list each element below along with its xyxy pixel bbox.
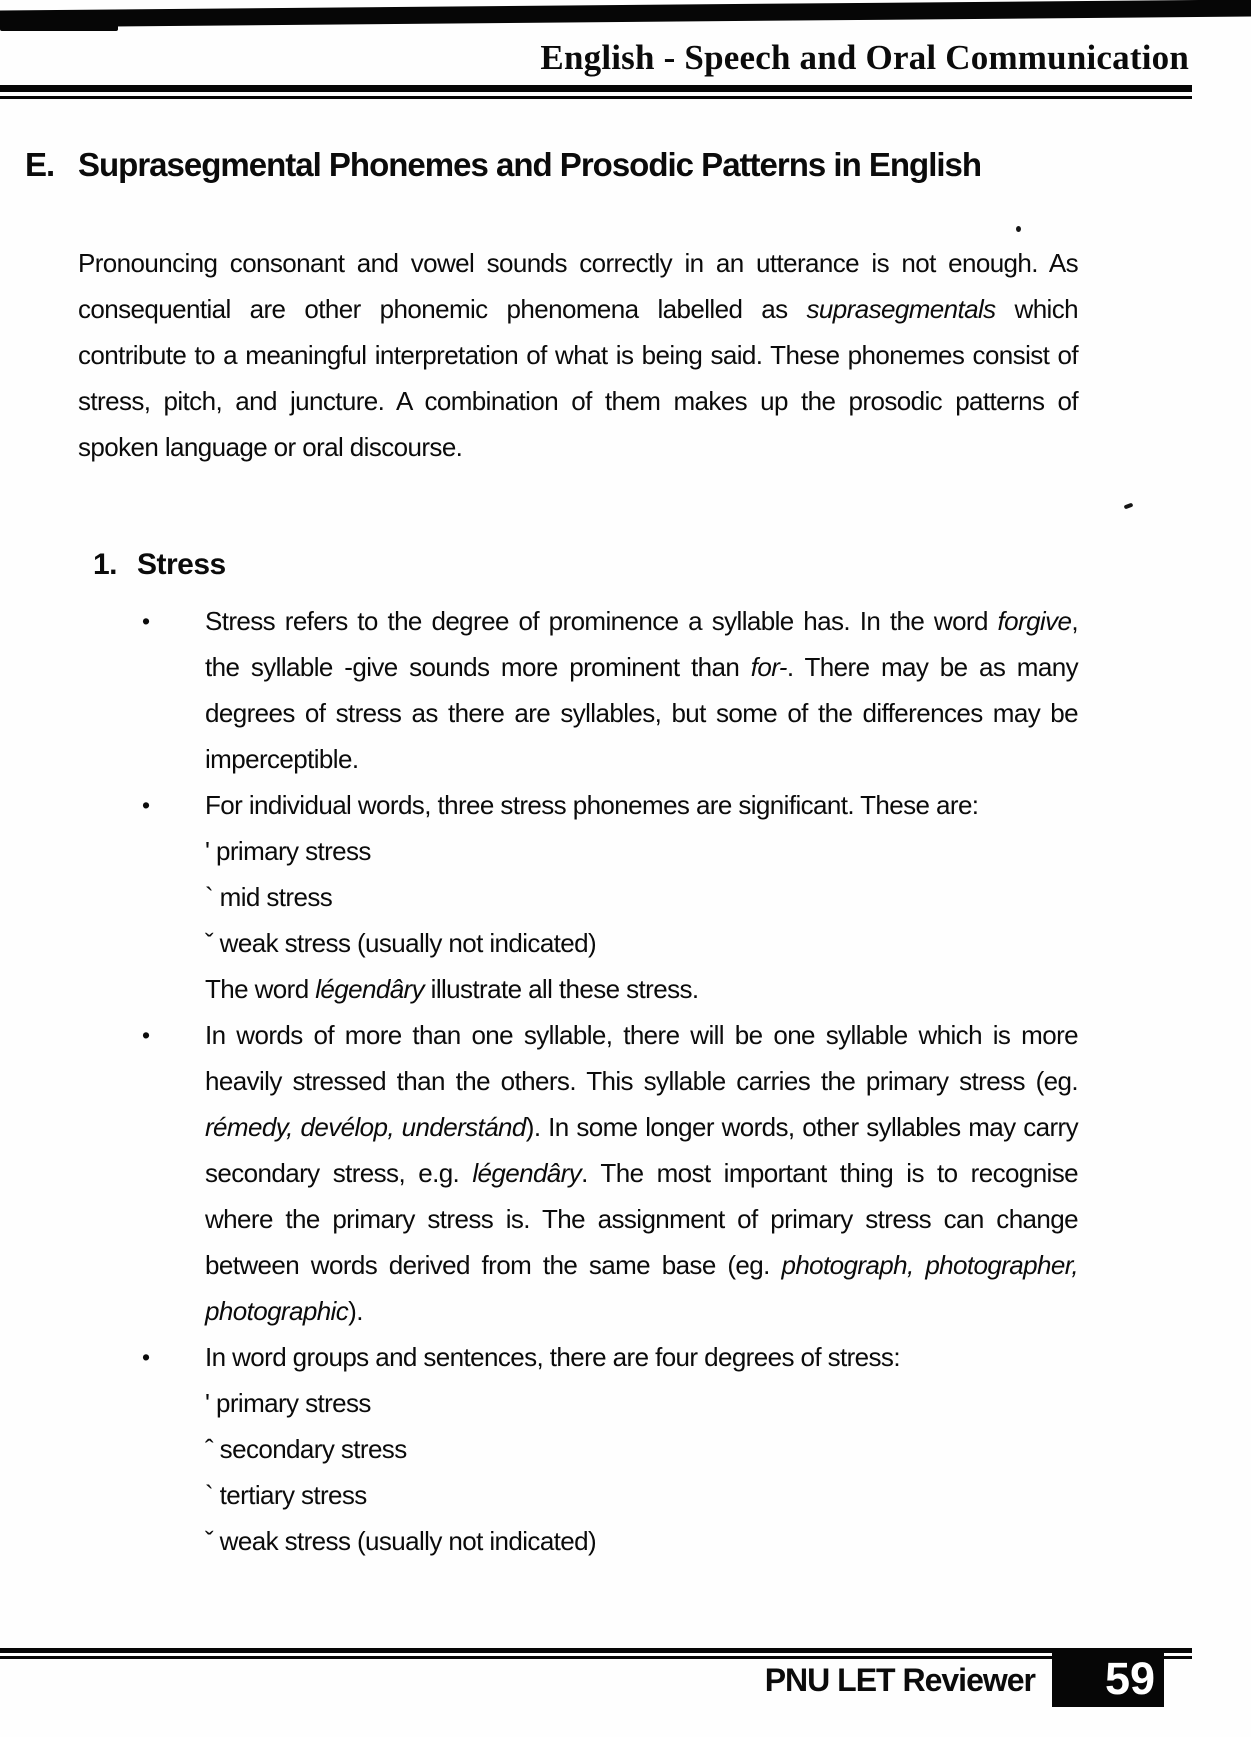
text-run: ` mid stress xyxy=(205,882,333,912)
rule-thin-line xyxy=(0,96,1192,99)
page-number: 59 xyxy=(1104,1652,1155,1704)
italic-text-run: forgive xyxy=(997,606,1072,636)
footer-reviewer-label: PNU LET Reviewer xyxy=(764,1662,1035,1698)
text-run: ` tertiary stress xyxy=(205,1480,367,1510)
stress-mark-line xyxy=(205,1472,1078,1518)
bullet-icon: • xyxy=(142,1344,150,1370)
bullet-item xyxy=(78,1012,1078,1334)
text-run: ' primary stress xyxy=(205,1388,371,1418)
intro-paragraph xyxy=(78,240,1078,470)
text-run: illustrate all these stress. xyxy=(424,974,699,1004)
rule-thin-line xyxy=(0,1656,1192,1659)
bullet-item xyxy=(78,782,1078,1012)
bullet-icon: • xyxy=(142,1022,150,1048)
text-run: , the syllable -give sounds more prominent than xyxy=(205,606,1078,682)
text-run: ˇ weak stress (usually not indicated) xyxy=(205,928,597,958)
italic-text-run: rémedy, devélop, understánd xyxy=(205,1112,526,1142)
scan-artifact-top-bar xyxy=(0,0,1251,28)
stress-mark-line xyxy=(205,874,1078,920)
bullet-paragraph xyxy=(205,598,1078,782)
text-run: . The most important thing is to recognise where the primary stress is. The assignment of primary stress can change between words derived from the same base (eg. xyxy=(205,1158,1078,1280)
bullet-paragraph xyxy=(205,966,1078,1012)
stress-mark-line xyxy=(205,1518,1078,1564)
bullet-icon: • xyxy=(142,792,150,818)
text-run: ˇ weak stress (usually not indicated) xyxy=(205,1526,597,1556)
stress-mark-line xyxy=(205,828,1078,874)
text-run: In words of more than one syllable, there will be one syllable which is more heavily stressed than the others. This syllable carries the primary stress (eg. xyxy=(205,1020,1078,1096)
stress-subsection-number: 1. xyxy=(93,548,118,581)
bullet-body xyxy=(205,598,1078,782)
stress-mark-line xyxy=(205,1380,1078,1426)
section-title: Suprasegmental Phonemes and Prosodic Patterns in English xyxy=(78,146,982,183)
stress-subsection-heading xyxy=(93,548,226,582)
italic-text-run: photograph, photographer, photographic xyxy=(205,1250,1078,1326)
header-divider-rule xyxy=(0,85,1192,99)
text-run: . There may be as many degrees of stress as there are syllables, but some of the differences may be imperceptible. xyxy=(205,652,1078,774)
italic-text-run: suprasegmentals xyxy=(806,294,996,324)
bullet-item xyxy=(78,598,1078,782)
page-number-badge xyxy=(1052,1650,1164,1707)
italic-text-run: for- xyxy=(750,652,787,682)
bullet-item xyxy=(78,1334,1078,1564)
bullet-body xyxy=(205,782,1078,1012)
stress-mark-line xyxy=(205,1426,1078,1472)
bullet-paragraph xyxy=(205,1012,1078,1334)
italic-text-run: légendâry xyxy=(315,974,425,1004)
stress-subsection-title: Stress xyxy=(137,548,226,581)
bullet-paragraph xyxy=(205,782,1078,828)
bullet-paragraph xyxy=(205,1334,1078,1380)
text-run: ). xyxy=(348,1296,363,1326)
bullet-body xyxy=(205,1334,1078,1564)
text-run: ). In some longer words, other syllables may carry secondary stress, e.g. xyxy=(205,1112,1078,1188)
scan-artifact-smudge xyxy=(0,24,118,31)
text-run: ˆ secondary stress xyxy=(205,1434,407,1464)
scan-speck xyxy=(1124,503,1134,510)
rule-thick-line xyxy=(0,85,1192,92)
bullet-body xyxy=(205,1012,1078,1334)
stress-mark-line xyxy=(205,920,1078,966)
text-run: Stress refers to the degree of prominence a syllable has. In the word xyxy=(205,606,998,636)
text-run: For individual words, three stress phonemes are significant. These are: xyxy=(205,790,979,820)
running-header-title: English - Speech and Oral Communication xyxy=(540,38,1189,77)
footer-divider-rule xyxy=(0,1648,1192,1659)
scan-speck xyxy=(1016,226,1021,232)
bullet-icon: • xyxy=(142,608,150,634)
stress-bullet-list xyxy=(78,598,1078,1564)
section-letter: E. xyxy=(25,146,55,183)
italic-text-run: légendâry xyxy=(472,1158,582,1188)
text-run: The word xyxy=(205,974,316,1004)
text-run: which contribute to a meaningful interpretation of what is being said. These phonemes consist of stress, pitch, and juncture. A combination of them makes up the prosodic patterns of spoken language or oral discourse. xyxy=(78,294,1078,462)
text-run: Pronouncing consonant and vowel sounds correctly in an utterance is not enough. As consequential are other phonemic phenomena labelled as xyxy=(78,248,1078,324)
text-run: ' primary stress xyxy=(205,836,371,866)
section-heading xyxy=(25,146,1165,184)
text-run: In word groups and sentences, there are four degrees of stress: xyxy=(205,1342,900,1372)
